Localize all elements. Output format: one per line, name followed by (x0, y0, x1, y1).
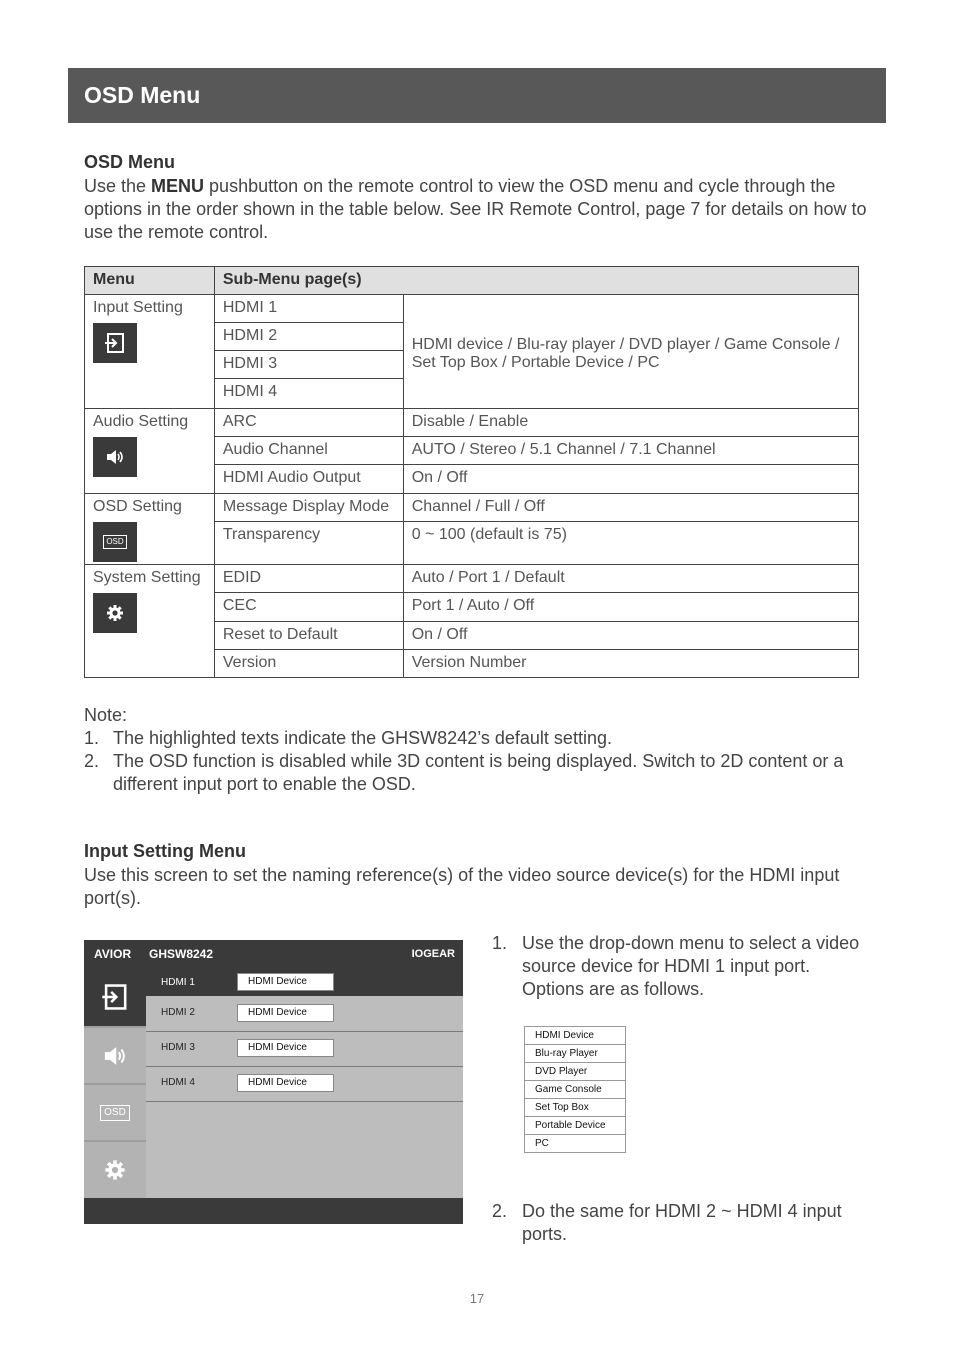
screen-tab-system[interactable] (84, 1142, 146, 1198)
osd-menu-table (84, 266, 859, 678)
gear-icon (93, 593, 137, 633)
submenu-reset-to-default: Reset to Default (214, 622, 403, 650)
page-number: 17 (469, 1291, 485, 1306)
value-version: Version Number (403, 650, 858, 678)
value-audio-channel: AUTO / Stereo / 5.1 Channel / 7.1 Channel (403, 437, 858, 465)
section-title-osd-menu: OSD Menu (84, 152, 176, 172)
input-icon (93, 323, 137, 363)
note-text: The OSD function is disabled while 3D content is being displayed. Switch to 2D content or a different input port to enable the OSD. (113, 751, 844, 794)
submenu-version: Version (214, 650, 403, 678)
list-item (84, 727, 874, 750)
screen-main-panel (146, 968, 463, 1198)
step-number: 1. (492, 933, 508, 953)
submenu-hdmi-1: HDMI 1 (214, 295, 403, 323)
submenu-message-display-mode: Message Display Mode (214, 494, 403, 522)
screen-header (84, 940, 463, 968)
note-text: The highlighted texts indicate the GHSW8242’s default setting. (113, 728, 612, 748)
table-header-row (85, 267, 859, 295)
screen-tab-input[interactable] (84, 968, 146, 1028)
table-row (85, 409, 859, 437)
osd-icon-text: OSD (103, 535, 126, 549)
table-row (146, 968, 463, 996)
submenu-edid: EDID (214, 565, 403, 593)
dropdown-options-list (524, 1026, 626, 1153)
intro-paragraph (84, 175, 874, 244)
hdmi-1-device-select[interactable]: HDMI Device (237, 973, 334, 991)
hdmi-4-device-select[interactable]: HDMI Device (237, 1074, 334, 1092)
option-game-console[interactable]: Game Console (525, 1081, 625, 1099)
option-blu-ray-player[interactable]: Blu-ray Player (525, 1045, 625, 1063)
option-dvd-player[interactable]: DVD Player (525, 1063, 625, 1081)
menu-label: OSD Setting (93, 498, 182, 515)
submenu-transparency: Transparency (214, 522, 403, 565)
screen-sidebar (84, 968, 146, 1198)
menu-label: Input Setting (93, 299, 183, 316)
submenu-cec: CEC (214, 593, 403, 622)
submenu-hdmi-audio-output: HDMI Audio Output (214, 465, 403, 494)
value-message-display-mode: Channel / Full / Off (403, 494, 858, 522)
list-item (84, 750, 874, 796)
input-icon (101, 983, 129, 1011)
step-2 (492, 1200, 862, 1246)
submenu-arc: ARC (214, 409, 403, 437)
screen-model: GHSW8242 (149, 947, 214, 961)
option-hdmi-device[interactable]: HDMI Device (525, 1027, 625, 1045)
speaker-icon (93, 437, 137, 477)
menu-audio-setting (85, 409, 215, 494)
screen-row-label: HDMI 2 (161, 1007, 195, 1018)
input-options: HDMI device / Blu-ray player / DVD player / Game Console / Set Top Box / Portable Device / PC (403, 295, 858, 409)
notes-list (84, 727, 874, 796)
intro-menu-word: MENU (151, 176, 205, 196)
header-submenu: Sub-Menu page(s) (214, 267, 858, 295)
hdmi-3-device-select[interactable]: HDMI Device (237, 1039, 334, 1057)
table-row (146, 1067, 463, 1102)
step-1 (492, 932, 862, 1001)
step-text: Use the drop-down menu to select a video source device for HDMI 1 input port. Options are as follows. (522, 933, 860, 999)
option-set-top-box[interactable]: Set Top Box (525, 1099, 625, 1117)
note-number: 2. (84, 751, 100, 771)
notes-heading: Note: (84, 705, 128, 725)
intro-text-1: Use the (84, 176, 152, 196)
page-banner: OSD Menu (68, 68, 886, 123)
screen-row-label: HDMI 4 (161, 1077, 195, 1088)
hdmi-2-device-select[interactable]: HDMI Device (237, 1004, 334, 1022)
notes-section (84, 704, 874, 796)
value-reset-to-default: On / Off (403, 622, 858, 650)
header-menu: Menu (85, 267, 215, 295)
table-row (85, 295, 859, 323)
value-hdmi-audio-output: On / Off (403, 465, 858, 494)
menu-label: Audio Setting (93, 413, 189, 430)
screen-footer (84, 1198, 463, 1224)
option-pc[interactable]: PC (535, 1138, 549, 1149)
step-number: 2. (492, 1201, 508, 1221)
table-row (146, 1032, 463, 1067)
osd-icon: OSD (100, 1105, 130, 1121)
intro-text-2: pushbutton on the remote control to view the OSD menu and cycle through the options in the order shown in the table below. See IR Remote Control, page 7 for details on how to use the remote control. (84, 176, 867, 242)
screen-tab-osd[interactable] (84, 1085, 146, 1142)
value-cec: Port 1 / Auto / Off (403, 593, 858, 622)
section-title-input-setting: Input Setting Menu (84, 841, 246, 861)
value-transparency: 0 ~ 100 (default is 75) (403, 522, 858, 565)
screen-tab-audio[interactable] (84, 1028, 146, 1085)
screen-brand: AVIOR (94, 947, 132, 961)
step-text: Do the same for HDMI 2 ~ HDMI 4 input ports. (522, 1201, 842, 1244)
menu-system-setting (85, 565, 215, 678)
input-section-paragraph: Use this screen to set the naming reference(s) of the video source device(s) for the HDMI input port(s). (84, 865, 840, 908)
iogear-logo: IOGEAR (411, 948, 455, 960)
submenu-hdmi-2: HDMI 2 (214, 323, 403, 351)
osd-icon (93, 522, 137, 562)
submenu-audio-channel: Audio Channel (214, 437, 403, 465)
speaker-icon (101, 1042, 129, 1070)
value-edid: Auto / Port 1 / Default (403, 565, 858, 593)
osd-screen-mockup (84, 940, 463, 1224)
gear-icon (103, 1158, 127, 1182)
table-row (146, 996, 463, 1032)
menu-osd-setting (85, 494, 215, 565)
note-number: 1. (84, 728, 100, 748)
table-row (85, 494, 859, 522)
screen-row-label: HDMI 1 (161, 977, 195, 988)
screen-row-label: HDMI 3 (161, 1042, 195, 1053)
menu-input-setting (85, 295, 215, 409)
submenu-hdmi-4: HDMI 4 (214, 379, 403, 409)
value-arc: Disable / Enable (403, 409, 858, 437)
option-portable-device[interactable]: Portable Device (525, 1117, 625, 1135)
table-row (85, 565, 859, 593)
menu-label: System Setting (93, 569, 201, 586)
submenu-hdmi-3: HDMI 3 (214, 351, 403, 379)
